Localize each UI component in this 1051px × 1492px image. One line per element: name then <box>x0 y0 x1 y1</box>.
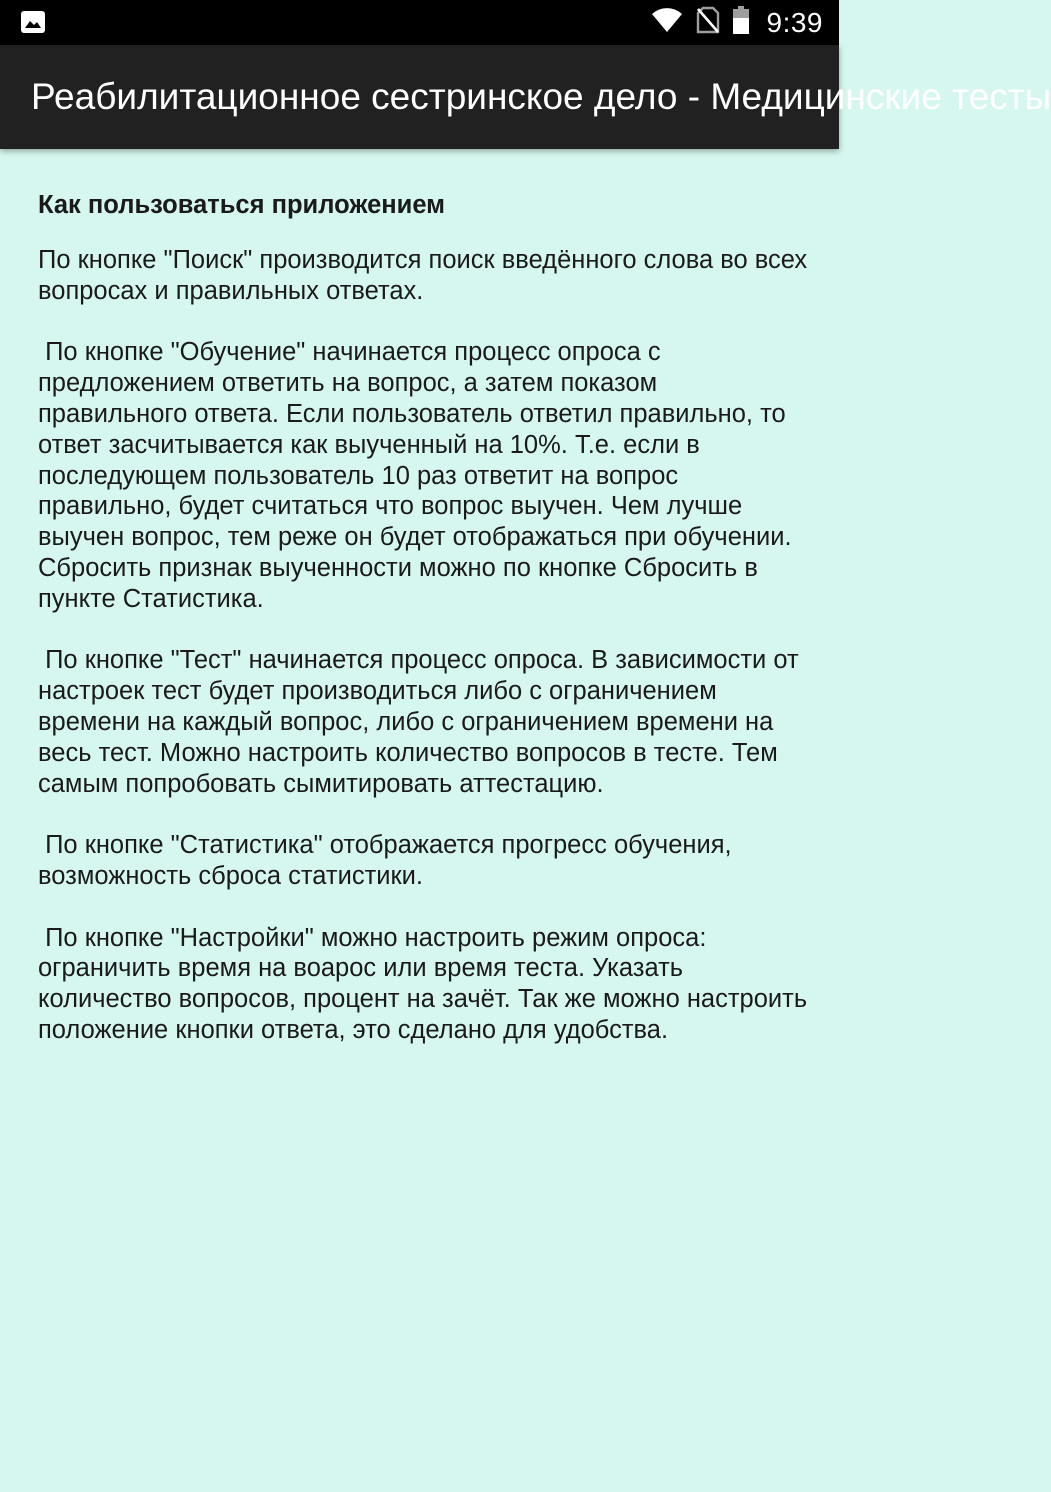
help-heading: Как пользоваться приложением <box>38 191 446 219</box>
battery-icon <box>733 6 749 39</box>
help-paragraph-learning: По кнопке "Обучение" начинается процесс опроса с предложением ответить на вопрос, а затем показом правильного ответа. Если пользователь ответил правильно, то ответ засчитывается как выученный на 10%. Т.е. если в последующем пользователь 10 раз ответит на вопрос правильно, будет считаться что вопрос выучен. Чем лучше выучен вопрос, тем реже он будет отображаться при обучении. Сбросить признак выученности можно по кнопке Сбросить в пункте Статистика. <box>38 338 799 613</box>
app-bar-title: Реабилитационное сестринское дело - Медицинские тесты <box>31 76 1051 117</box>
no-sim-icon <box>697 7 719 38</box>
help-paragraph-search: По кнопке "Поиск" производится поиск введённого слова во всех вопросах и правильных ответах. <box>38 246 815 305</box>
help-content <box>38 185 815 1077</box>
help-paragraph-test: По кнопке "Тест" начинается процесс опроса. В зависимости от настроек тест будет производиться либо с ограничением времени на каждый вопрос, либо с ограничением времени на весь тест. Можно настроить количество вопросов в тесте. Тем самым попробовать сымитировать аттестацию. <box>38 646 806 798</box>
wifi-icon <box>651 7 683 38</box>
clock: 9:39 <box>766 6 823 38</box>
gallery-icon <box>20 10 46 34</box>
app-bar <box>0 45 1051 149</box>
help-paragraph-settings: По кнопке "Настройки" можно настроить режим опроса: ограничить время на воарос или время теста. Указать количество вопросов, процент на зачёт. Так же можно настроить положение кнопки ответа, это сделано для удобства. <box>38 923 815 1044</box>
status-bar <box>0 0 839 45</box>
help-paragraph-statistics: По кнопке "Статистика" отображается прогресс обучения, возможность сброса статистики. <box>38 831 739 890</box>
